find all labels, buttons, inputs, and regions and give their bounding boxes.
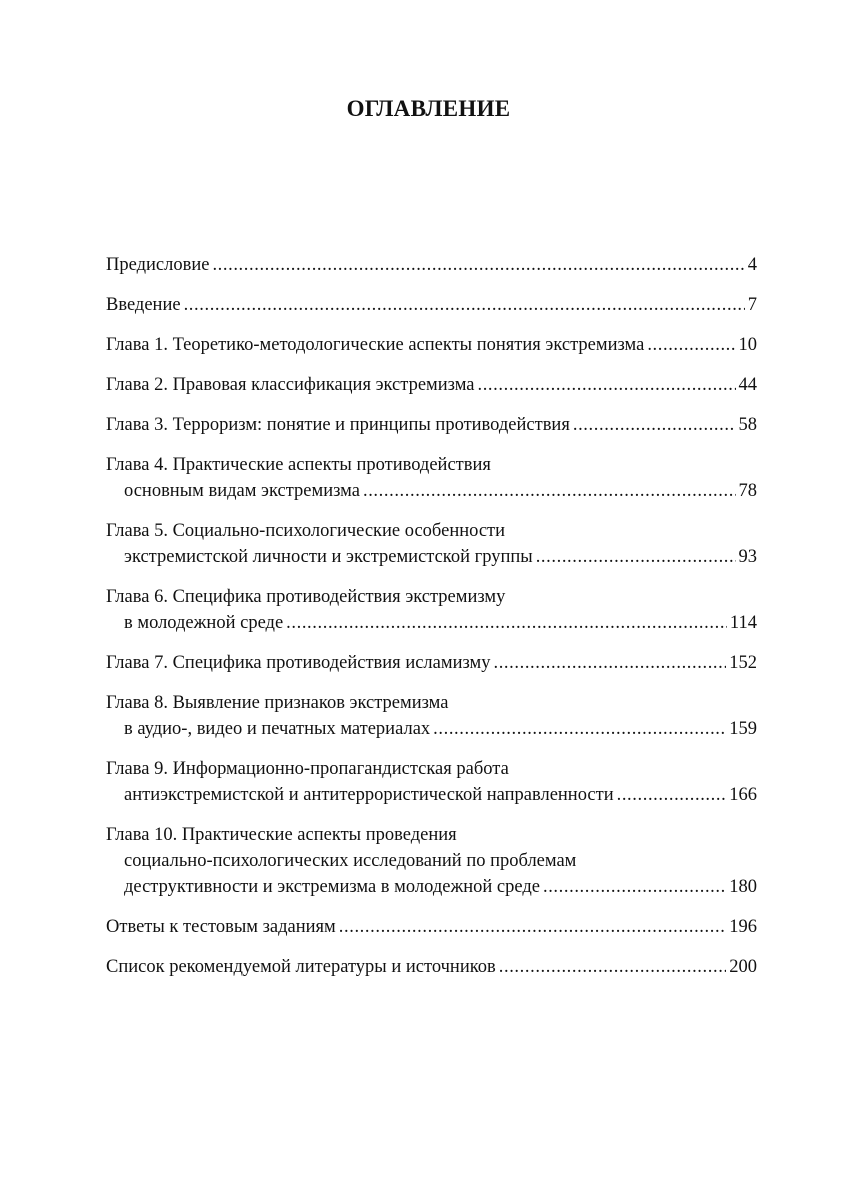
toc-page-number: 196 <box>729 917 757 937</box>
page-title: ОГЛАВЛЕНИЕ <box>346 96 511 121</box>
toc-entry-text: в аудио-, видео и печатных материалах <box>124 719 431 739</box>
toc-entry <box>106 690 757 742</box>
toc-page-number: 159 <box>729 719 757 739</box>
toc-page-number: 152 <box>729 653 757 673</box>
dot-leader <box>499 954 727 980</box>
toc-entry-text: Глава 9. Информационно-пропагандистская работа <box>106 759 509 779</box>
toc-entry <box>106 412 757 438</box>
toc-entry <box>106 914 757 940</box>
toc-entry-line <box>106 610 757 636</box>
dot-leader <box>286 610 727 636</box>
toc-entry-text: Предисловие <box>106 255 210 275</box>
toc-entry-line <box>106 544 757 570</box>
dot-leader <box>363 478 736 504</box>
toc-page-number: 78 <box>738 481 757 501</box>
toc-page-number: 4 <box>747 255 757 275</box>
dot-leader <box>184 292 745 318</box>
toc-entry-line <box>106 292 757 318</box>
toc-entry-text: Ответы к тестовым заданиям <box>106 917 336 937</box>
toc-entry <box>106 954 757 980</box>
toc-entry <box>106 372 757 398</box>
dot-leader <box>647 332 735 358</box>
toc-page-number: 93 <box>738 547 757 567</box>
toc-entry-text: Глава 6. Специфика противодействия экстремизму <box>106 587 506 607</box>
toc-page-number: 7 <box>747 295 757 315</box>
toc-entry-line <box>106 650 757 676</box>
dot-leader <box>477 372 735 398</box>
toc-entry <box>106 292 757 318</box>
toc-entry-line <box>106 954 757 980</box>
toc-entry <box>106 518 757 570</box>
dot-leader <box>433 716 726 742</box>
toc-entry-text: основным видам экстремизма <box>124 481 360 501</box>
toc-entry-line <box>106 716 757 742</box>
toc-entry-text: социально-психологических исследований по проблемам <box>124 851 577 871</box>
toc-entry-text: экстремистской личности и экстремистской группы <box>124 547 533 567</box>
toc-entry-text: Глава 3. Терроризм: понятие и принципы противодействия <box>106 415 570 435</box>
dot-leader <box>573 412 736 438</box>
toc-entry-line <box>106 372 757 398</box>
toc-entry-text: Глава 5. Социально-психологические особенности <box>106 521 506 541</box>
toc-entry <box>106 452 757 504</box>
toc-entry-text: Глава 4. Практические аспекты противодействия <box>106 455 491 475</box>
toc-entry-text: Глава 1. Теоретико-методологические аспекты понятия экстремизма <box>106 335 645 355</box>
dot-leader <box>339 914 726 940</box>
toc-page-number: 180 <box>729 877 757 897</box>
toc-page-number: 200 <box>729 957 757 977</box>
toc-entry-line <box>106 914 757 940</box>
toc-page-number: 44 <box>738 375 757 395</box>
toc-entry-text: Глава 10. Практические аспекты проведения <box>106 825 457 845</box>
toc-entry-text: Список рекомендуемой литературы и источников <box>106 957 496 977</box>
toc-entry-text: Глава 7. Специфика противодействия исламизму <box>106 653 491 673</box>
toc-entry <box>106 584 757 636</box>
toc-entry-text: в молодежной среде <box>124 613 284 633</box>
toc-entry-text: Глава 2. Правовая классификация экстремизма <box>106 375 475 395</box>
toc-entry-line <box>106 252 757 278</box>
toc-entry <box>106 332 757 358</box>
toc-page-number: 166 <box>729 785 757 805</box>
dot-leader <box>536 544 736 570</box>
toc-entry-text: деструктивности и экстремизма в молодежной среде <box>124 877 540 897</box>
dot-leader <box>493 650 726 676</box>
dot-leader <box>617 782 727 808</box>
toc-entry-line <box>106 412 757 438</box>
toc-entry <box>106 252 757 278</box>
dot-leader <box>543 874 726 900</box>
dot-leader <box>212 252 744 278</box>
table-of-contents <box>106 252 757 994</box>
toc-entry-text: антиэкстремистской и антитеррористической направленности <box>124 785 614 805</box>
toc-page-number: 114 <box>729 613 757 633</box>
toc-entry-line <box>106 332 757 358</box>
toc-entry-line <box>106 478 757 504</box>
toc-entry <box>106 650 757 676</box>
toc-page-number: 58 <box>738 415 757 435</box>
toc-entry-text: Введение <box>106 295 181 315</box>
toc-page-number: 10 <box>738 335 757 355</box>
toc-entry <box>106 756 757 808</box>
toc-entry-line <box>106 782 757 808</box>
toc-entry-text: Глава 8. Выявление признаков экстремизма <box>106 693 449 713</box>
toc-entry <box>106 822 757 900</box>
toc-entry-line <box>106 874 757 900</box>
